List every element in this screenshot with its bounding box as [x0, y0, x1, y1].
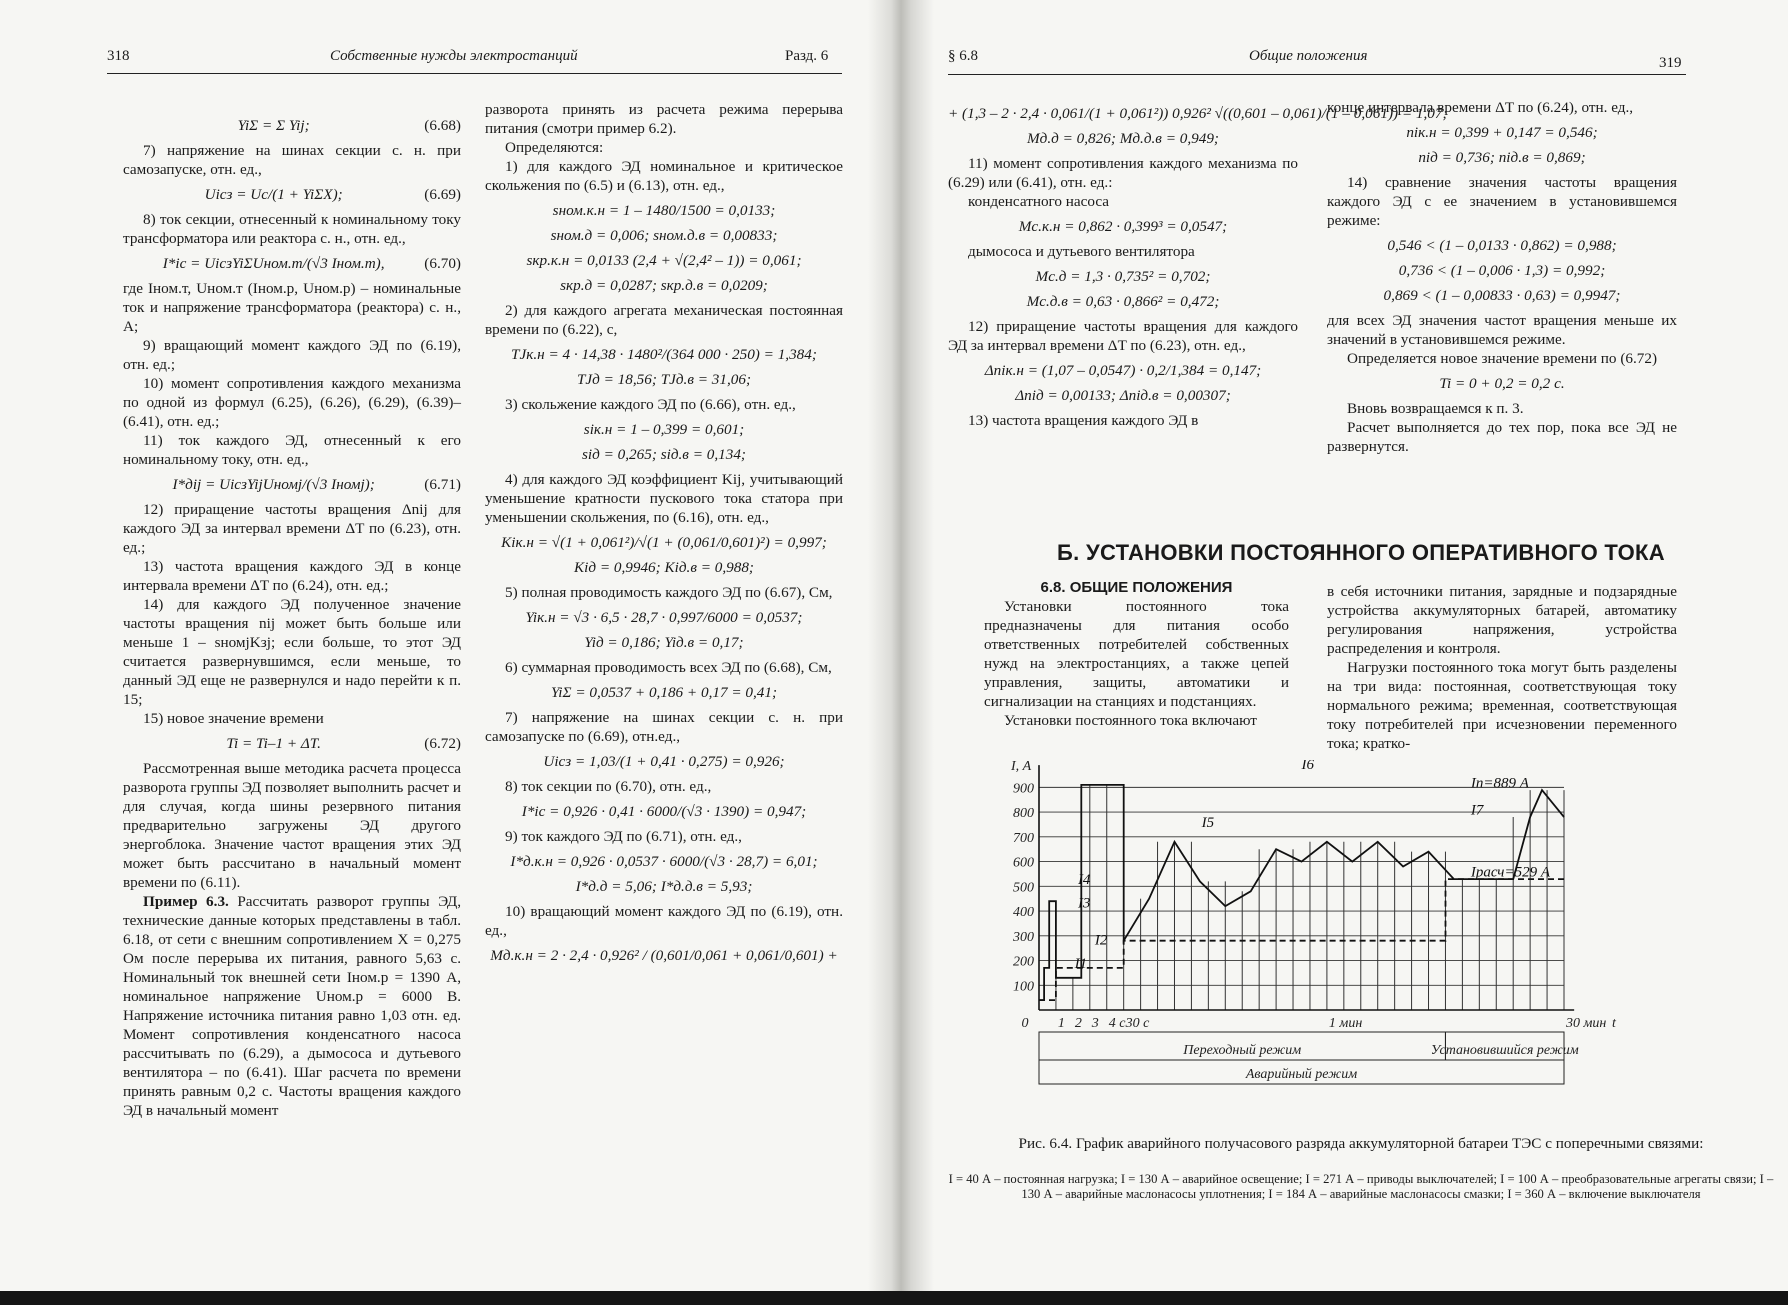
formula	[123, 116, 461, 135]
chart-annotation: I1	[1074, 955, 1088, 972]
formula	[948, 129, 1298, 148]
formula	[485, 752, 843, 771]
formula-text: Mд.д = 0,826; Mд.д.в = 0,949;	[1027, 130, 1219, 147]
chart-annotation: I5	[1201, 814, 1215, 831]
formula-text: I*ic = UicзYiΣUном.т/(√3 Iном.т),	[162, 255, 385, 272]
book-gutter	[868, 0, 934, 1305]
text-paragraph: 8) ток секции по (6.70), отн. ед.,	[505, 778, 712, 795]
text-paragraph: 5) полная проводимость каждого ЭД по (6.67), См,	[505, 584, 833, 601]
chart-baseline-line	[1039, 879, 1564, 1000]
chart-region-label: Переходный режим	[1183, 1043, 1302, 1058]
formula-text: I*ic = 0,926 · 0,41 · 6000/(√3 · 1390) = 0,947;	[521, 803, 807, 820]
chart-annotation: I6	[1301, 760, 1314, 773]
formula	[948, 267, 1298, 286]
formula-text: I*д.к.н = 0,926 · 0,0537 · 6000/(√3 · 28,7) = 6,01;	[510, 853, 818, 870]
formula	[485, 226, 843, 245]
right-page-column-4	[1327, 582, 1677, 753]
formula	[123, 254, 461, 273]
text-paragraph: Расчет выполняется до тех пор, пока все ЭД не развернутся.	[1327, 419, 1677, 455]
chart-y-tick-label: 800	[1013, 806, 1034, 822]
right-running-title: Общие положения	[1249, 48, 1368, 64]
formula-text: 0,546 < (1 – 0,0133 · 0,862) = 0,988;	[1387, 237, 1617, 254]
chart-y-tick-label: 200	[1013, 954, 1034, 970]
formula	[485, 370, 843, 389]
right-page	[934, 0, 1788, 1290]
formula	[485, 420, 843, 439]
text-paragraph: 12) приращение частоты вращения Δnij для каждого ЭД за интервал времени ΔT по (6.23), отн. ед.;	[123, 501, 461, 556]
chart-y-tick-label: 100	[1013, 979, 1034, 995]
left-section-label: Разд. 6	[785, 48, 829, 64]
example-paragraph	[123, 892, 461, 1120]
figure-caption: Рис. 6.4. График аварийного получасового разряда аккумуляторной батареи ТЭС с поперечными связями:	[1018, 1135, 1704, 1152]
formula-text: 0,736 < (1 – 0,006 · 1,3) = 0,992;	[1398, 262, 1606, 279]
left-page-column-1	[123, 110, 461, 1120]
chart-annotation: I2	[1094, 932, 1108, 949]
discharge-chart	[989, 760, 1739, 1130]
text-paragraph: 2) для каждого агрегата механическая постоянная времени по (6.22), с,	[485, 302, 843, 338]
formula	[948, 217, 1298, 236]
formula-text: Kiк.н = √(1 + 0,061²)/√(1 + (0,061/0,601)²) = 0,997;	[501, 534, 827, 551]
formula	[948, 292, 1298, 311]
formula-text: siд = 0,265; siд.в = 0,134;	[582, 446, 746, 463]
chart-y-tick-label: 600	[1013, 855, 1034, 871]
chart-x-tick-label: 4 с	[1108, 1016, 1126, 1031]
left-page-column-2	[485, 100, 843, 971]
formula-text: Ti = Ti–1 + ΔT.	[226, 735, 321, 752]
formula-number: (6.69)	[424, 186, 461, 203]
text-paragraph: в себя источники питания, зарядные и подзарядные устройства аккумуляторных батарей, автоматику регулирования напряжения, устройства распределения и контроля.	[1327, 583, 1677, 657]
formula	[485, 558, 843, 577]
text-paragraph: 7) напряжение на шинах секции с. н. при самозапуске, отн. ед.,	[123, 142, 461, 178]
right-section-label: § 6.8	[948, 48, 978, 64]
formula	[948, 361, 1298, 380]
formula	[123, 475, 461, 494]
formula	[1327, 286, 1677, 305]
text-paragraph: 3) скольжение каждого ЭД по (6.66), отн. ед.,	[505, 396, 796, 413]
text-paragraph: Вновь возвращаемся к п. 3.	[1347, 400, 1524, 417]
text-paragraph: конце интервала времени ΔT по (6.24), отн. ед.,	[1327, 99, 1634, 116]
formula-text: Mс.д.в = 0,63 · 0,866² = 0,472;	[1026, 293, 1220, 310]
right-page-column-2	[1327, 98, 1677, 456]
chart-annotation: I3	[1077, 895, 1091, 912]
formula-number: (6.72)	[424, 735, 461, 752]
example-text: Рассчитать разворот группы ЭД, технические данные которых представлены в табл. 6.18, от сети с внешним сопротивлением X = 0,275 Ом после перерыва их питания, равного 5,63 с. Номинальный ток внешней сети Iном.р = 1390 А, номинальное напряжение Uном.р = 6000 В. Напряжение источника питания равно 1,03 отн. ед. Момент сопротивления конденсатного насоса рассчитывать по (6.29), а дымососа и дутьевого вентилятора – по (6.41). Шаг расчета по времени принять равным 0,2 с. Частоты вращения каждого ЭД в начальный момент	[123, 893, 461, 1119]
formula	[1327, 374, 1677, 393]
chart-x-tick-label: 1 мин	[1328, 1016, 1363, 1031]
left-header-rule	[107, 73, 842, 74]
chart-x-axis-label: t	[1612, 1016, 1616, 1031]
text-paragraph: конденсатного насоса	[968, 193, 1110, 210]
formula	[485, 946, 843, 965]
formula-text: sкр.к.н = 0,0133 (2,4 + √(2,4² – 1)) = 0,061;	[526, 252, 802, 269]
chart-y-tick-label: 900	[1013, 781, 1034, 797]
discharge-chart-svg	[989, 760, 1739, 1130]
formula-text: Kiд = 0,9946; Kiд.в = 0,988;	[574, 559, 754, 576]
formula-text: Uicз = Uc/(1 + YiΣX);	[204, 186, 343, 203]
chart-annotation: Iп=889 А	[1470, 775, 1529, 792]
formula-text: I*дij = UicзYijUномj/(√3 Iномj);	[172, 476, 375, 493]
section-title: Б. УСТАНОВКИ ПОСТОЯННОГО ОПЕРАТИВНОГО ТОКА	[1057, 540, 1665, 565]
text-paragraph: 10) момент сопротивления каждого механизма по одной из формул (6.25), (6.26), (6.29), (6.39)–(6.41), отн. ед.;	[123, 375, 461, 430]
right-header-rule	[948, 74, 1686, 75]
text-paragraph: 10) вращающий момент каждого ЭД по (6.19), отн. ед.,	[485, 903, 843, 939]
left-page	[0, 0, 868, 1290]
text-paragraph: дымососа и дутьевого вентилятора	[968, 243, 1195, 260]
chart-annotation: Iрасч=529 А	[1470, 864, 1551, 881]
text-paragraph: 9) ток каждого ЭД по (6.71), отн. ед.,	[505, 828, 742, 845]
figure-legend: I = 40 А – постоянная нагрузка; I = 130 А – аварийное освещение; I = 271 А – приводы выключателей; I = 100 А – преобразовательные агрегаты связи; I – 130 А – аварийные маслонасосы уплотнения; I = 184 А – аварийные маслонасосы смазки; I = 360 А – включение выключателя	[948, 1172, 1774, 1201]
formula	[948, 104, 1448, 123]
text-paragraph: 13) частота вращения каждого ЭД в конце интервала времени ΔT по (6.24), отн. ед.;	[123, 558, 461, 594]
text-paragraph: Рассмотренная выше методика расчета процесса разворота группы ЭД позволяет выполнить расчет и для случая, когда шины резервного питания предварительно загружены ЭД другого энергоблока. Значение частот вращения этих ЭД может быть рассчитано в начальный момент времени по (6.11).	[123, 760, 461, 891]
text-paragraph: 13) частота вращения каждого ЭД в	[968, 412, 1199, 429]
formula	[485, 276, 843, 295]
subsection-title: 6.8. ОБЩИЕ ПОЛОЖЕНИЯ	[1040, 579, 1233, 596]
chart-region-label: Аварийный режим	[1245, 1067, 1358, 1082]
formula	[485, 608, 843, 627]
formula	[123, 185, 461, 204]
chart-y-tick-label: 400	[1013, 905, 1034, 921]
formula-text: Mд.к.н = 2 · 2,4 · 0,926² / (0,601/0,061 + 0,061/0,601) +	[490, 947, 838, 964]
formula-text: TJк.н = 4 · 14,38 · 1480²/(364 000 · 250) = 1,384;	[511, 346, 817, 363]
chart-x-tick-label: 2	[1074, 1016, 1082, 1031]
formula-text: niк.н = 0,399 + 0,147 = 0,546;	[1406, 124, 1598, 141]
formula-text: sкр.д = 0,0287; sкр.д.в = 0,0209;	[560, 277, 768, 294]
text-paragraph: 7) напряжение на шинах секции с. н. при самозапуске по (6.69), отн.ед.,	[485, 709, 843, 745]
formula-text: sном.д = 0,006; sном.д.в = 0,00833;	[550, 227, 778, 244]
text-paragraph: 15) новое значение времени	[143, 710, 324, 727]
formula	[485, 251, 843, 270]
text-paragraph: 12) приращение частоты вращения для каждого ЭД за интервал времени ΔT по (6.23), отн. ед.,	[948, 318, 1298, 354]
formula-number: (6.68)	[424, 117, 461, 134]
chart-x-tick-label: 30 мин	[1566, 1016, 1607, 1031]
formula-text: Yiк.н = √3 · 6,5 · 28,7 · 0,997/6000 = 0,0537;	[525, 609, 803, 626]
text-paragraph: 1) для каждого ЭД номинальное и критическое скольжения по (6.5) и (6.13), отн. ед.,	[485, 158, 843, 194]
text-paragraph: 4) для каждого ЭД коэффициент Kij, учитывающий уменьшение кратности пускового тока статора при уменьшении скольжения, по (6.16), отн. ед.,	[485, 471, 843, 526]
formula	[485, 683, 843, 702]
text-paragraph: для всех ЭД значения частот вращения меньше их значений в установившемся режиме.	[1327, 312, 1677, 348]
formula	[485, 445, 843, 464]
formula-text: Uicз = 1,03/(1 + 0,41 · 0,275) = 0,926;	[543, 753, 785, 770]
text-paragraph: где Iном.т, Uном.т (Iном.р, Uном.р) – номинальные ток и напряжение трансформатора (реактора) с. н., А;	[123, 280, 461, 335]
formula-text: niд = 0,736; niд.в = 0,869;	[1418, 149, 1586, 166]
formula	[485, 802, 843, 821]
text-paragraph: Определяется новое значение времени по (6.72)	[1347, 350, 1658, 367]
formula	[485, 201, 843, 220]
formula-text: I*д.д = 5,06; I*д.д.в = 5,93;	[575, 878, 753, 895]
formula-text: Mс.к.н = 0,862 · 0,399³ = 0,0547;	[1018, 218, 1228, 235]
text-paragraph: Установки постоянного тока включают	[1004, 712, 1257, 729]
right-page-number: 319	[1659, 55, 1682, 71]
formula-text: + (1,3 – 2 · 2,4 · 0,061/(1 + 0,061²)) 0,926² √((0,601 – 0,061)/(1 – 0,061)) = 1,07;	[948, 105, 1448, 122]
formula-text: Mс.д = 1,3 · 0,735² = 0,702;	[1035, 268, 1211, 285]
text-paragraph: 11) ток каждого ЭД, отнесенный к его номинальному току, отн. ед.,	[123, 432, 461, 468]
formula-text: sном.к.н = 1 – 1480/1500 = 0,0133;	[552, 202, 776, 219]
text-paragraph: Установки постоянного тока предназначены для питания особо ответственных потребителей собственных нужд на электростанциях, а также цепей управления, защиты, автоматики и сигнализации на станциях и подстанциях.	[984, 598, 1289, 710]
text-paragraph: 9) вращающий момент каждого ЭД по (6.19), отн. ед.;	[123, 337, 461, 373]
formula-text: TJд = 18,56; TJд.в = 31,06;	[576, 371, 752, 388]
text-paragraph: 11) момент сопротивления каждого механизма по (6.29) или (6.41), отн. ед.:	[948, 155, 1298, 191]
chart-x-tick-label: 0	[1021, 1016, 1029, 1031]
chart-y-tick-label: 500	[1013, 880, 1034, 896]
text-paragraph: разворота принять из расчета режима перерыва питания (смотри пример 6.2).	[485, 101, 843, 137]
chart-annotation: I4	[1077, 871, 1091, 888]
formula	[485, 345, 843, 364]
chart-x-tick-label: 3	[1091, 1016, 1099, 1031]
chart-y-tick-label: 300	[1013, 929, 1034, 945]
formula	[485, 633, 843, 652]
chart-annotation: I7	[1470, 802, 1484, 819]
formula	[1327, 123, 1677, 142]
chart-x-tick-label: 1	[1057, 1016, 1065, 1031]
text-paragraph: 6) суммарная проводимость всех ЭД по (6.68), См,	[505, 659, 832, 676]
left-page-number: 318	[107, 48, 130, 64]
scan-bottom-edge	[0, 1291, 1788, 1305]
chart-x-tick-label: 30 с	[1125, 1016, 1150, 1031]
formula	[485, 877, 843, 896]
chart-region-label: Установившийся режим	[1430, 1043, 1579, 1058]
formula	[1327, 236, 1677, 255]
formula-text: Δniк.н = (1,07 – 0,0547) · 0,2/1,384 = 0,147;	[984, 362, 1262, 379]
formula-text: YiΣ = 0,0537 + 0,186 + 0,17 = 0,41;	[550, 684, 778, 701]
right-page-column-3	[984, 578, 1289, 730]
example-label: Пример 6.3.	[143, 893, 229, 910]
text-paragraph: 14) сравнение значения частоты вращения каждого ЭД с ее значением в установившемся режиме:	[1327, 174, 1677, 229]
text-paragraph: Определяются:	[505, 139, 604, 156]
text-paragraph: 14) для каждого ЭД полученное значение частоты вращения nij может быть больше или меньше 1 – sномjKзj; если больше, то этот ЭД считается развернувшимся, если меньше, то данный ЭД еще не развернулся и надо перейти к п. 15;	[123, 596, 461, 708]
formula-text: Δniд = 0,00133; Δniд.в = 0,00307;	[1015, 387, 1231, 404]
formula-number: (6.70)	[424, 255, 461, 272]
formula	[485, 852, 843, 871]
formula	[948, 386, 1298, 405]
chart-y-axis-label: I, А	[1011, 760, 1032, 775]
left-running-title: Собственные нужды электростанций	[330, 48, 578, 64]
formula	[123, 734, 461, 753]
formula-text: Ti = 0 + 0,2 = 0,2 c.	[1439, 375, 1565, 392]
formula-text: siк.н = 1 – 0,399 = 0,601;	[583, 421, 745, 438]
formula-text: YiΣ = Σ Yij;	[237, 117, 310, 134]
formula	[1327, 148, 1677, 167]
formula	[1327, 261, 1677, 280]
text-paragraph: 8) ток секции, отнесенный к номинальному току трансформатора или реактора с. н., отн. ед.,	[123, 211, 461, 247]
formula	[485, 533, 843, 552]
formula-text: 0,869 < (1 – 0,00833 · 0,63) = 0,9947;	[1383, 287, 1621, 304]
text-paragraph: Нагрузки постоянного тока могут быть разделены на три вида: постоянная, соответствующая току нормального режима; временная, соответствующая току потребителей при исчезновении переменного тока; кратко-	[1327, 659, 1677, 752]
formula-number: (6.71)	[424, 476, 461, 493]
chart-y-tick-label: 700	[1013, 830, 1034, 846]
formula-text: Yiд = 0,186; Yiд.в = 0,17;	[584, 634, 744, 651]
